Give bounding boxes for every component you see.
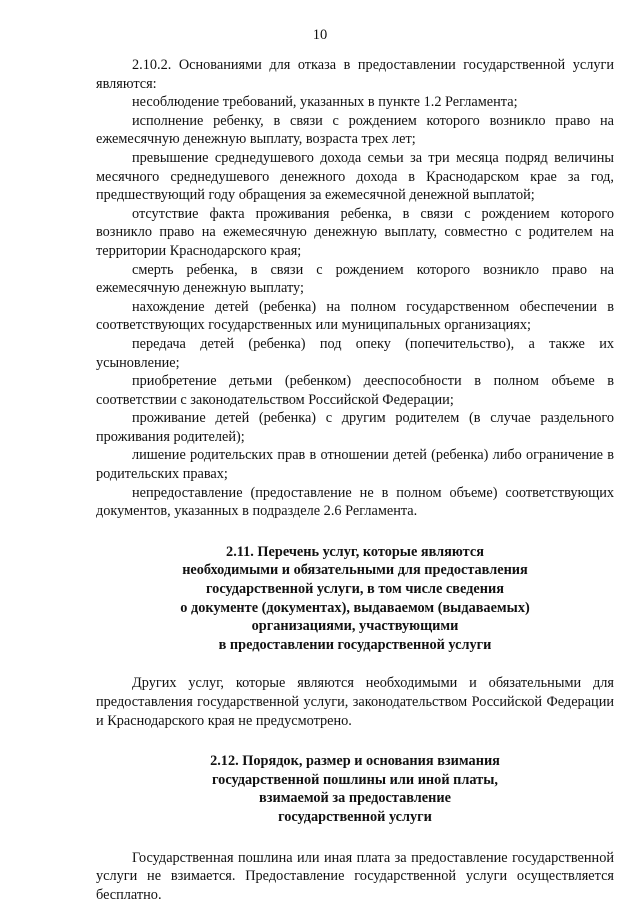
heading-line: 2.11. Перечень услуг, которые являются	[226, 543, 484, 560]
paragraph: нахождение детей (ребенка) на полном государственном обеспечении в соответствующих государственных или муниципальных организациях;	[96, 298, 614, 334]
paragraph: 2.10.2. Основаниями для отказа в предоставлении государственной услуги являются:	[96, 57, 614, 92]
paragraph: приобретение детьми (ребенком) дееспособности в полном объеме в соответствии с законодательством Российской Федерации;	[96, 373, 614, 408]
paragraph: проживание детей (ребенка) с другим родителем (в случае раздельного проживания родителей);	[96, 410, 614, 445]
heading-line: государственной услуги, в том числе сведения	[206, 581, 504, 598]
paragraph: смерть ребенка, в связи с рождением которого возникло право на ежемесячную денежную выплату;	[96, 261, 614, 297]
paragraph: непредоставление (предоставление не в полном объеме) соответствующих документов, указанных в подразделе 2.6 Регламента.	[96, 484, 614, 520]
section-heading-2-11	[96, 543, 614, 655]
heading-line: необходимыми и обязательными для предоставления	[182, 562, 528, 579]
paragraph: превышение среднедушевого дохода семьи за три месяца подряд величины месячного среднедушевого денежного дохода в Краснодарском крае за год, предшествующий году обращения за ежемесячной денежной выплатой;	[96, 149, 614, 204]
paragraph: Государственная пошлина или иная плата за предоставление государственной услуги не взимается. Предоставление государственной услуги осуществляется бесплатно.	[96, 849, 614, 903]
heading-line: организациями, участвующими	[251, 618, 459, 635]
heading-line: о документе (документах), выдаваемом (выдаваемых)	[180, 599, 530, 616]
refusal-grounds-section	[96, 56, 614, 521]
paragraph: Других услуг, которые являются необходимыми и обязательными для предоставления государственной услуги, законодательством Российской Федерации и Краснодарского края не предусмотрено.	[96, 675, 614, 729]
heading-line: 2.12. Порядок, размер и основания взимания	[210, 753, 500, 770]
paragraph: исполнение ребенку, в связи с рождением которого возникло право на ежемесячную денежную выплату, возраста трех лет;	[96, 112, 614, 148]
page-number: 10	[312, 27, 328, 43]
heading-line: государственной пошлины или иной платы,	[212, 771, 498, 788]
heading-line: государственной услуги	[278, 808, 432, 825]
heading-line: в предоставлении государственной услуги	[218, 636, 492, 653]
section-heading-2-12	[96, 752, 614, 826]
heading-line: взимаемой за предоставление	[259, 790, 451, 807]
paragraph: несоблюдение требований, указанных в пункте 1.2 Регламента;	[132, 94, 518, 111]
paragraph: лишение родительских прав в отношении детей (ребенка) либо ограничение в родительских правах;	[96, 447, 614, 483]
paragraph: отсутствие факта проживания ребенка, в связи с рождением которого возникло право на ежемесячную денежную выплату, совместно с родителем на территории Краснодарского края;	[96, 205, 614, 259]
paragraph: передача детей (ребенка) под опеку (попечительство), а также их усыновление;	[96, 335, 614, 371]
page-content	[96, 56, 614, 904]
